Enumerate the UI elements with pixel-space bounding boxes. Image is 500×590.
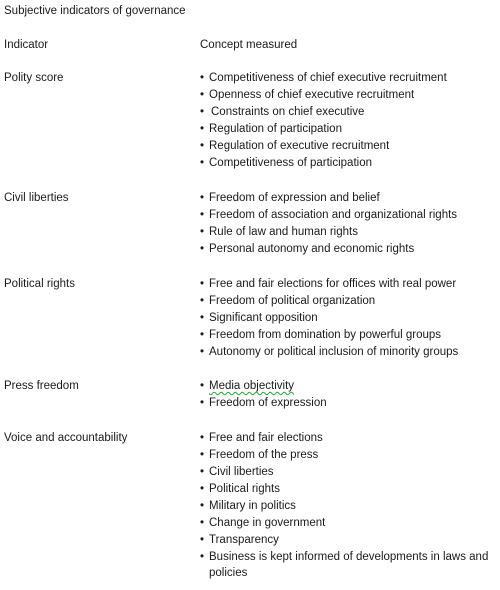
concept-list [200, 190, 496, 258]
indicator-column-header: Indicator [4, 39, 49, 51]
concept-item: • Freedom of expression [200, 395, 496, 412]
concept-item: • Change in government [200, 515, 496, 532]
concept-item: • Political rights [200, 481, 496, 498]
spellcheck-flagged-text: Media objectivity [209, 380, 295, 392]
concept-item: • Regulation of executive recruitment [200, 138, 496, 155]
concept-item: • Civil liberties [200, 464, 496, 481]
concept-list [200, 378, 496, 412]
concept-item: • Freedom of association and organizational rights [200, 207, 496, 224]
concept-item: • Transparency [200, 532, 496, 549]
concept-list [200, 276, 496, 361]
concept-list [200, 70, 496, 172]
indicator-label: Political rights [4, 278, 75, 290]
indicator-label: Polity score [4, 72, 64, 84]
concept-item: • Business is kept informed of developments in laws and policies [200, 549, 496, 581]
concept-item: • Constraints on chief executive [200, 104, 496, 121]
concept-item: • Personal autonomy and economic rights [200, 241, 496, 258]
concept-item: • Freedom of the press [200, 447, 496, 464]
concept-item: • Military in politics [200, 498, 496, 515]
concept-item: • Autonomy or political inclusion of minority groups [200, 344, 496, 361]
document-title: Subjective indicators of governance [4, 5, 186, 17]
concept-column-header: Concept measured [200, 39, 298, 51]
concept-item: • Free and fair elections for offices with real power [200, 276, 496, 293]
indicator-label: Press freedom [4, 380, 79, 392]
concept-item [200, 378, 496, 395]
concept-item: • Competitiveness of chief executive recruitment [200, 70, 496, 87]
concept-item: • Freedom of expression and belief [200, 190, 496, 207]
concept-item: • Free and fair elections [200, 430, 496, 447]
concept-item: • Freedom of political organization [200, 293, 496, 310]
concept-item: • Competitiveness of participation [200, 155, 496, 172]
indicator-label: Civil liberties [4, 192, 69, 204]
concept-item: • Significant opposition [200, 310, 496, 327]
concept-item: • Freedom from domination by powerful groups [200, 327, 496, 344]
concept-item: • Rule of law and human rights [200, 224, 496, 241]
indicator-label: Voice and accountability [4, 432, 128, 444]
concept-list [200, 430, 496, 581]
concept-item: • Regulation of participation [200, 121, 496, 138]
concept-item: • Openness of chief executive recruitment [200, 87, 496, 104]
